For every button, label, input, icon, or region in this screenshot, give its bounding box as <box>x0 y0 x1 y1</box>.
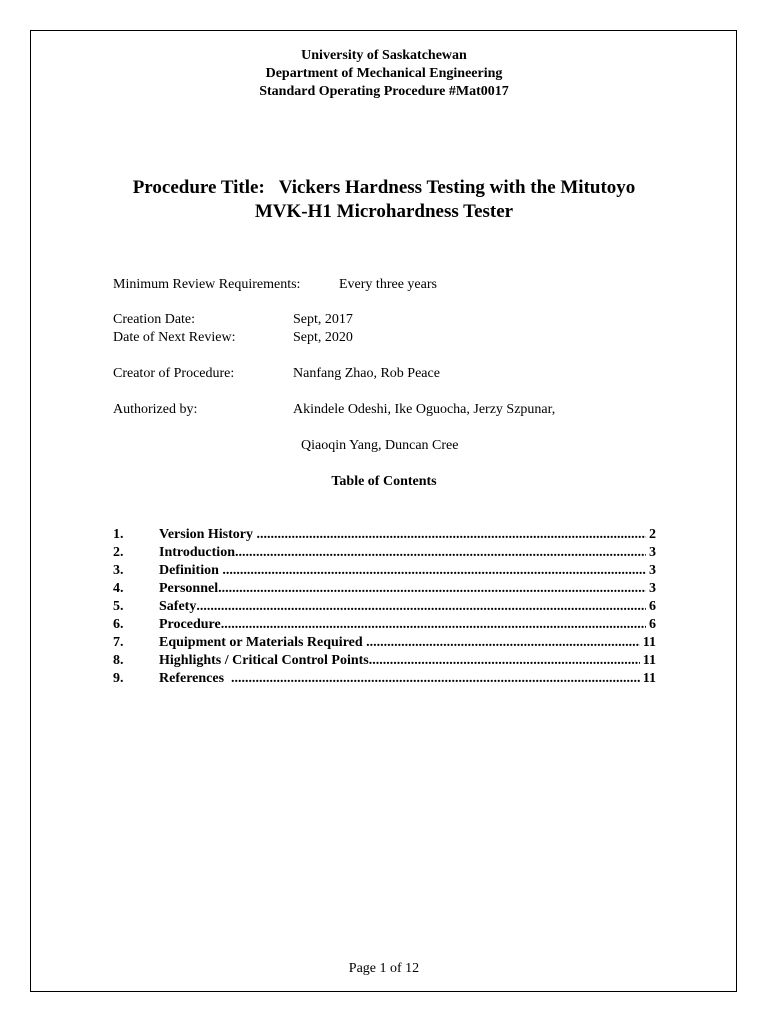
creator-value: Nanfang Zhao, Rob Peace <box>293 366 440 381</box>
department-name: Department of Mechanical Engineering <box>265 66 503 81</box>
toc-item-number: 4. <box>113 581 124 596</box>
toc-item-number: 1. <box>113 527 124 542</box>
authorized-value-line1: Akindele Odeshi, Ike Oguocha, Jerzy Szpunar, <box>293 402 556 417</box>
toc-item-title: References <box>159 671 232 686</box>
toc-item-highlights[interactable] <box>113 652 656 670</box>
creation-date-label: Creation Date: <box>113 312 196 327</box>
toc-leader-dots <box>235 544 646 562</box>
toc-item-personnel[interactable] <box>113 580 656 598</box>
toc-heading: Table of Contents <box>331 474 437 489</box>
toc-item-number: 3. <box>113 563 124 578</box>
toc-item-title: Safety <box>159 599 197 614</box>
toc-item-equipment[interactable] <box>113 634 656 652</box>
toc-item-page: 2 <box>649 527 656 542</box>
toc-item-procedure[interactable] <box>113 616 656 634</box>
toc-leader-dots <box>256 526 646 544</box>
toc-item-page: 11 <box>642 671 656 686</box>
toc-item-introduction[interactable] <box>113 544 656 562</box>
toc-item-title: Version History <box>159 527 257 542</box>
toc-leader-dots <box>218 580 646 598</box>
toc-item-title: Highlights / Critical Control Points <box>159 653 369 668</box>
next-review-value: Sept, 2020 <box>293 330 353 345</box>
toc-item-definition[interactable] <box>113 562 656 580</box>
toc-item-page: 3 <box>649 581 656 596</box>
toc-leader-dots <box>366 634 640 652</box>
creator-label: Creator of Procedure: <box>113 366 235 381</box>
creation-date-value: Sept, 2017 <box>293 312 353 327</box>
page-border <box>30 30 737 992</box>
toc-item-page: 6 <box>649 617 656 632</box>
review-label: Minimum Review Requirements: <box>113 277 301 292</box>
toc-item-title: Equipment or Materials Required <box>159 635 367 650</box>
toc-item-page: 11 <box>642 635 656 650</box>
procedure-title-line1: Procedure Title: Vickers Hardness Testing with the Mitutoyo <box>132 177 636 198</box>
toc-item-page: 3 <box>649 563 656 578</box>
review-value: Every three years <box>339 277 437 292</box>
toc-item-number: 2. <box>113 545 124 560</box>
toc-item-page: 11 <box>642 653 656 668</box>
toc-item-number: 9. <box>113 671 124 686</box>
toc-item-page: 3 <box>649 545 656 560</box>
toc-item-number: 5. <box>113 599 124 614</box>
toc-item-title: Procedure <box>159 617 221 632</box>
toc-leader-dots <box>221 616 646 634</box>
toc-item-number: 7. <box>113 635 124 650</box>
toc-item-title: Introduction <box>159 545 235 560</box>
toc-item-number: 6. <box>113 617 124 632</box>
institution-name: University of Saskatchewan <box>301 48 467 63</box>
next-review-label: Date of Next Review: <box>113 330 236 345</box>
toc-item-title: Definition <box>159 563 223 578</box>
authorized-value-line2: Qiaoqin Yang, Duncan Cree <box>301 438 459 453</box>
toc-leader-dots <box>231 670 640 688</box>
toc-leader-dots <box>222 562 646 580</box>
page-number: Page 1 of 12 <box>348 961 420 976</box>
procedure-title-line2: MVK-H1 Microhardness Tester <box>254 201 514 222</box>
toc-item-number: 8. <box>113 653 124 668</box>
toc-leader-dots <box>196 598 646 616</box>
sop-number: Standard Operating Procedure #Mat0017 <box>259 84 509 99</box>
toc-item-safety[interactable] <box>113 598 656 616</box>
authorized-label: Authorized by: <box>113 402 198 417</box>
toc-item-title: Personnel <box>159 581 219 596</box>
toc-item-page: 6 <box>649 599 656 614</box>
toc-item-references[interactable] <box>113 670 656 688</box>
toc-item-version-history[interactable] <box>113 526 656 544</box>
toc-leader-dots <box>369 652 640 670</box>
